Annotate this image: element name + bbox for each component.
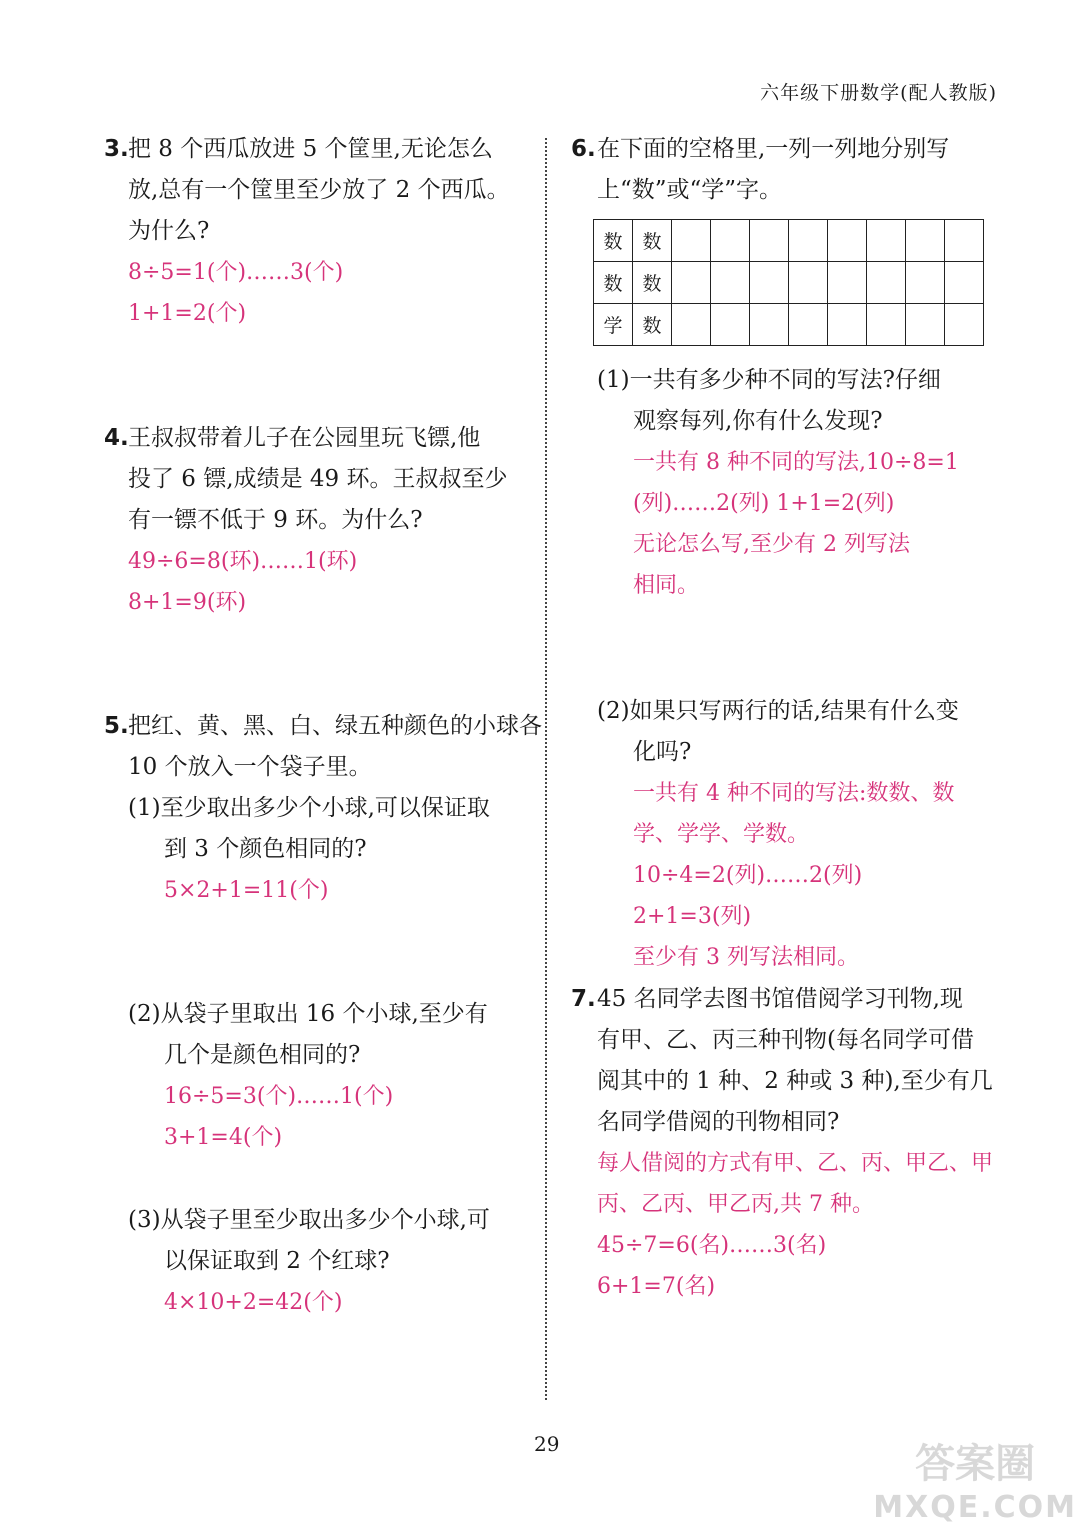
grid-cell xyxy=(789,262,828,304)
grid-cell xyxy=(711,220,750,262)
q4-number: 4. xyxy=(104,425,129,451)
q4-answer xyxy=(128,541,357,623)
grid-cell xyxy=(672,262,711,304)
grid-cell xyxy=(750,304,789,346)
q5-part-3 xyxy=(128,1200,490,1282)
grid-row xyxy=(594,262,984,304)
answer-line: 45÷7=6(名)……3(名) xyxy=(597,1233,827,1258)
q7-text xyxy=(597,979,993,1143)
grid-cell xyxy=(867,262,906,304)
part-line: (1)至少取出多少个小球,可以保证取 xyxy=(128,795,490,821)
q5-line: 10 个放入一个袋子里。 xyxy=(128,754,372,780)
answer-line: 每人借阅的方式有甲、乙、丙、甲乙、甲 xyxy=(597,1151,994,1176)
answer-line: 一共有 8 种不同的写法,10÷8=1 xyxy=(633,450,959,475)
q6-part-2-answer xyxy=(633,773,954,978)
part-line: (1)一共有多少种不同的写法?仔细 xyxy=(597,367,941,393)
grid-cell xyxy=(711,304,750,346)
answer-line: 8÷5=1(个)……3(个) xyxy=(128,260,344,285)
grid-cell xyxy=(867,304,906,346)
grid-row xyxy=(594,304,984,346)
answer-line: 学、学学、学数。 xyxy=(633,822,810,847)
q3-line: 放,总有一个筐里至少放了 2 个西瓜。 xyxy=(128,177,510,203)
grid-cell: 数 xyxy=(594,220,633,262)
q5-part-1-answer xyxy=(164,870,328,911)
q3-number: 3. xyxy=(104,136,129,162)
page-number: 29 xyxy=(534,1432,560,1456)
grid-cell xyxy=(906,262,945,304)
answer-line: 1+1=2(个) xyxy=(128,301,247,326)
q3-line: 把 8 个西瓜放进 5 个筐里,无论怎么 xyxy=(128,136,493,162)
answer-line: 至少有 3 列写法相同。 xyxy=(633,945,859,970)
grid-cell xyxy=(828,304,867,346)
grid-cell xyxy=(672,304,711,346)
answer-line: 无论怎么写,至少有 2 列写法 xyxy=(633,532,910,557)
grid-cell xyxy=(789,304,828,346)
q4-line: 投了 6 镖,成绩是 49 环。王叔叔至少 xyxy=(128,466,508,492)
q7-line: 名同学借阅的刊物相同? xyxy=(597,1109,840,1135)
grid-cell xyxy=(750,220,789,262)
q5-line: 把红、黄、黑、白、绿五种颜色的小球各 xyxy=(128,713,542,739)
answer-line: 一共有 4 种不同的写法:数数、数 xyxy=(633,781,955,806)
part-line: (3)从袋子里至少取出多少个小球,可 xyxy=(128,1207,490,1233)
watermark-line: 答案圈 xyxy=(915,1441,1036,1487)
answer-line: 2+1=3(列) xyxy=(633,904,752,929)
q6-part-1-answer xyxy=(633,442,959,606)
grid-cell: 数 xyxy=(594,262,633,304)
q6-line: 上“数”或“学”字。 xyxy=(597,177,783,203)
writing-grid xyxy=(593,219,984,346)
q7-line: 45 名同学去图书馆借阅学习刊物,现 xyxy=(597,986,963,1012)
q6-line: 在下面的空格里,一列一列地分别写 xyxy=(597,136,950,162)
grid-cell: 数 xyxy=(633,262,672,304)
part-line: 以保证取到 2 个红球? xyxy=(164,1248,390,1274)
answer-line: 6+1=7(名) xyxy=(597,1274,716,1299)
grid-cell xyxy=(828,220,867,262)
grid-cell xyxy=(945,304,984,346)
grid-cell xyxy=(789,220,828,262)
q7-line: 阅其中的 1 种、2 种或 3 种),至少有几 xyxy=(597,1068,993,1094)
answer-line: 49÷6=8(环)……1(环) xyxy=(128,549,358,574)
q3-answer xyxy=(128,252,343,334)
part-line: (2)如果只写两行的话,结果有什么变 xyxy=(597,698,959,724)
column-divider xyxy=(545,138,547,1400)
grid-cell: 数 xyxy=(633,220,672,262)
grid-cell xyxy=(945,220,984,262)
q5-text xyxy=(128,706,542,788)
part-line: 化吗? xyxy=(633,739,692,765)
grid-cell xyxy=(672,220,711,262)
answer-line: 5×2+1=11(个) xyxy=(164,878,329,903)
grid-cell: 数 xyxy=(633,304,672,346)
q3-text xyxy=(128,129,510,252)
answer-line: 16÷5=3(个)……1(个) xyxy=(164,1084,394,1109)
grid-cell xyxy=(828,262,867,304)
answer-line: (列)……2(列) 1+1=2(列) xyxy=(633,491,895,516)
watermark-line: MXQE.COM xyxy=(873,1490,1077,1525)
q6-part-1 xyxy=(597,360,941,442)
q4-line: 王叔叔带着儿子在公园里玩飞镖,他 xyxy=(128,425,481,451)
q6-text xyxy=(597,129,949,211)
q6-number: 6. xyxy=(571,136,596,162)
q4-text xyxy=(128,418,507,541)
q5-number: 5. xyxy=(104,713,129,739)
q7-answer xyxy=(597,1143,993,1307)
q4-line: 有一镖不低于 9 环。为什么? xyxy=(128,507,423,533)
watermark-logo xyxy=(873,1442,1077,1530)
grid-cell xyxy=(906,220,945,262)
q7-number: 7. xyxy=(571,986,596,1012)
grid-cell xyxy=(711,262,750,304)
grid-cell xyxy=(750,262,789,304)
answer-line: 10÷4=2(列)……2(列) xyxy=(633,863,863,888)
q6-part-2 xyxy=(597,691,959,773)
answer-line: 3+1=4(个) xyxy=(164,1125,283,1150)
grid-cell: 学 xyxy=(594,304,633,346)
part-line: 到 3 个颜色相同的? xyxy=(164,836,367,862)
q7-line: 有甲、乙、丙三种刊物(每名同学可借 xyxy=(597,1027,974,1053)
grid-cell xyxy=(945,262,984,304)
q5-part-2 xyxy=(128,994,488,1076)
answer-line: 8+1=9(环) xyxy=(128,590,247,615)
page-header: 六年级下册数学(配人教版) xyxy=(760,82,997,104)
part-line: (2)从袋子里取出 16 个小球,至少有 xyxy=(128,1001,488,1027)
answer-line: 相同。 xyxy=(633,573,700,598)
grid-cell xyxy=(867,220,906,262)
answer-line: 4×10+2=42(个) xyxy=(164,1290,343,1315)
part-line: 观察每列,你有什么发现? xyxy=(633,408,883,434)
answer-line: 丙、乙丙、甲乙丙,共 7 种。 xyxy=(597,1192,874,1217)
q5-part-3-answer xyxy=(164,1282,342,1323)
grid-cell xyxy=(906,304,945,346)
q3-line: 为什么? xyxy=(128,218,210,244)
q5-part-1 xyxy=(128,788,490,870)
q5-part-2-answer xyxy=(164,1076,393,1158)
grid-row xyxy=(594,220,984,262)
part-line: 几个是颜色相同的? xyxy=(164,1042,361,1068)
